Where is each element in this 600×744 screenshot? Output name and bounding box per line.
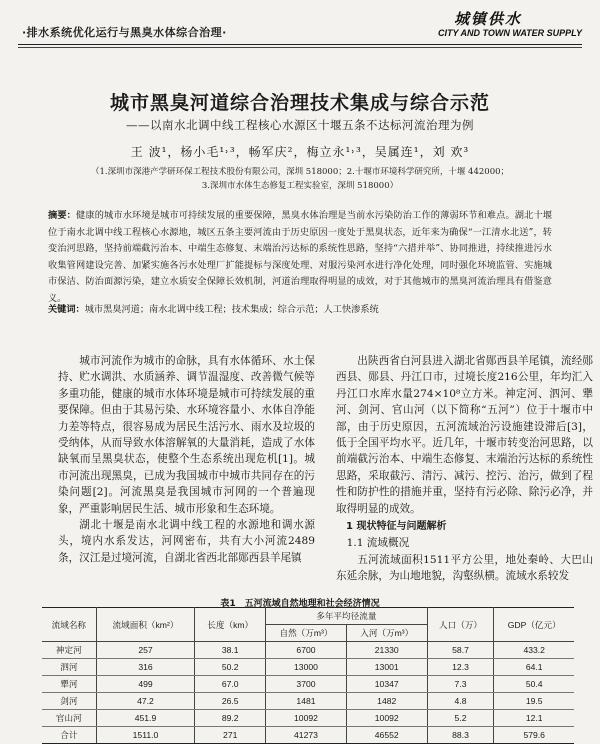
col-header-flow: 多年平均径流量 [266,608,428,625]
cell-population: 58.7 [427,642,494,659]
body-column-right [336,353,593,585]
abstract-label: 摘要： [48,210,77,221]
journal-logo [397,8,582,42]
col-header-natural: 自然（万m³） [266,625,347,642]
table-caption: 表1 五河流域自然地理和社会经济情况 [220,599,380,609]
cell-length: 50.2 [195,659,266,676]
journal-logo-cn: 城镇供水 [453,10,522,28]
article-title: 城市黑臭河道综合治理技术集成与综合示范 [109,92,490,114]
cell-gdp: 12.1 [494,710,574,727]
cell-natural: 10092 [266,710,347,727]
cell-population: 4.8 [427,693,494,710]
cell-gdp: 19.5 [494,693,574,710]
cell-inflow: 46552 [346,727,427,744]
col-header-length: 长度（km） [195,608,266,642]
table-row [42,642,574,659]
cell-area: 257 [96,642,195,659]
keywords-text: 城市黑臭河道；南水北调中线工程；技术集成；综合示范；人工快渗系统 [84,304,379,315]
cell-inflow: 1482 [346,693,427,710]
cell-population: 7.3 [427,676,494,693]
cell-length: 38.1 [195,642,266,659]
cell-population: 12.3 [427,659,494,676]
cell-area: 499 [96,676,195,693]
cell-length: 271 [195,727,266,744]
header-rule-thin [18,47,582,48]
cell-population: 5.2 [427,710,494,727]
affiliation-line-2: 3.深圳市水体生态修复工程实验室，深圳 518000） [201,181,399,191]
running-header: ·排水系统优化运行与黑臭水体综合治理· [22,26,227,39]
col-header-area: 流域面积（km²） [96,608,195,642]
author-list: 王 波¹，杨小毛¹˒³，畅军庆²，梅立永¹˒³，吴属连¹，刘 欢³ [130,145,470,159]
body-paragraph: 城市河流作为城市的命脉，具有水体循环、水土保持、贮水调洪、水质涵养、调节温湿度、改善微气候等多重功能，健康的城市水体环境是城市可持续发展的重要保障。但由于其易污染、水环境容量小、水体自净能力差等特点，很容易成为居民生活污水、雨水及垃圾的受纳体，从而导致水体溶解氧的大量消耗，造成了水体缺氧而呈黑臭状态，使整个生态系统出现危机[1]。城市河流出现黑臭，已成为我国城市中城市共同存在的污染问题[2]。河流黑臭是我国城市河网的一个普遍现象，严重影响居民生活、城市形象和生态环境。 [58,355,315,515]
journal-logo-en: CITY AND TOWN WATER SUPPLY [437,28,582,38]
cell-inflow: 13001 [346,659,427,676]
cell-natural: 13000 [266,659,347,676]
cell-area: 316 [96,659,195,676]
cell-length: 26.5 [195,693,266,710]
body-paragraph: 出陕西省白河县进入湖北省郧西县羊尾镇，流经郧西县、郧县、丹江口市，过境长度216公里，年均汇入丹江口水库水量274×10⁸立方米。神定河、泗河、犟河、剑河、官山河（以下简称“五河”）位于十堰市中部，由于历史原因，五河流域治污设施建设滞后[3]，低于全国平均水平。近几年，十堰市转变治河思路，以前端截污治本、中端生态修复、末端治污达标的系统性思路，采取截污、清污、减污、控污、治污，做到了程性和防护性的措施并重，坚持有污必除、除污必净，并取得明显的成效。 [336,355,593,515]
body-paragraph: 湖北十堰是南水北调中线工程的水源地和调水源头，境内水系发达，河网密布，共有大小河流2489条，汉江是过境河流，自湖北省西北部郧西县羊尾镇 [58,519,315,564]
cell-length: 89.2 [195,710,266,727]
cell-length: 67.0 [195,676,266,693]
cell-natural: 41273 [266,727,347,744]
cell-river: 官山河 [42,710,96,727]
col-header-river: 流域名称 [42,608,96,642]
cell-inflow: 10347 [346,676,427,693]
table-row-total [42,727,574,744]
subsection-heading: 1.1 流域概况 [346,537,410,550]
keywords-label: 关键词： [48,304,85,315]
header-rule-thick [18,44,582,45]
abstract-text: 健康的城市水环境是城市可持续发展的重要保障，黑臭水体治理是当前水污染防治工作的薄弱环节和难点。湖北十堰位于南水北调中线工程核心水源地，城区五条主要河流由于历史原因一度处于黑臭状态，近年来为确保“一江清水北送”，转变治河思路，坚持前端截污治本、中端生态修复、末端治污达标的系统性思路，坚持“六措并举”、协同推进，持续推进污水收集管网建设完善、加紧实施各污水处理厂扩能提标与深度处理、对服污染河水进行净化处理，同时强化环境监管、实施城市保洁、防治面源污染，建立水质安全保障长效机制，河道治理取得明显的成效，对于其他城市的黑臭河流治理具有借鉴意义。 [48,210,553,304]
article-subtitle: ——以南水北调中线工程核心水源区十堰五条不达标河流治理为例 [126,118,474,132]
cell-inflow: 10092 [346,710,427,727]
table-row [42,659,574,676]
cell-river: 泗河 [42,659,96,676]
keywords [48,303,552,317]
cell-population: 88.3 [427,727,494,744]
cell-river: 犟河 [42,676,96,693]
table-row [42,693,574,710]
col-header-inflow: 入河（万m³） [346,625,427,642]
cell-gdp: 64.1 [494,659,574,676]
section-heading: 1 现状特征与问题解析 [346,521,447,533]
cell-gdp: 433.2 [494,642,574,659]
cell-gdp: 50.4 [494,676,574,693]
cell-river: 剑河 [42,693,96,710]
cell-natural: 1481 [266,693,347,710]
cell-area: 47.2 [96,693,195,710]
col-header-population: 人口（万） [427,608,494,642]
cell-area: 451.9 [96,710,195,727]
data-table [42,607,574,744]
cell-area: 1511.0 [96,727,195,744]
cell-river: 神定河 [42,642,96,659]
cell-natural: 3700 [266,676,347,693]
abstract [48,208,552,307]
body-paragraph: 五河流域面积1511平方公里，地处秦岭、大巴山东延余脉，为山地地貌，沟壑纵横。流域水系较发 [336,553,593,583]
cell-river: 合计 [42,727,96,744]
cell-natural: 6700 [266,642,347,659]
table-row [42,676,574,693]
table-row [42,710,574,727]
cell-gdp: 579.6 [494,727,574,744]
col-header-gdp: GDP（亿元） [494,608,574,642]
cell-inflow: 21330 [346,642,427,659]
affiliation-line-1: （1.深圳市深港产学研环保工程技术股份有限公司，深圳 518000；2.十堰市环境科学研究所，十堰 442000； [90,167,510,177]
body-column-left [58,353,315,566]
